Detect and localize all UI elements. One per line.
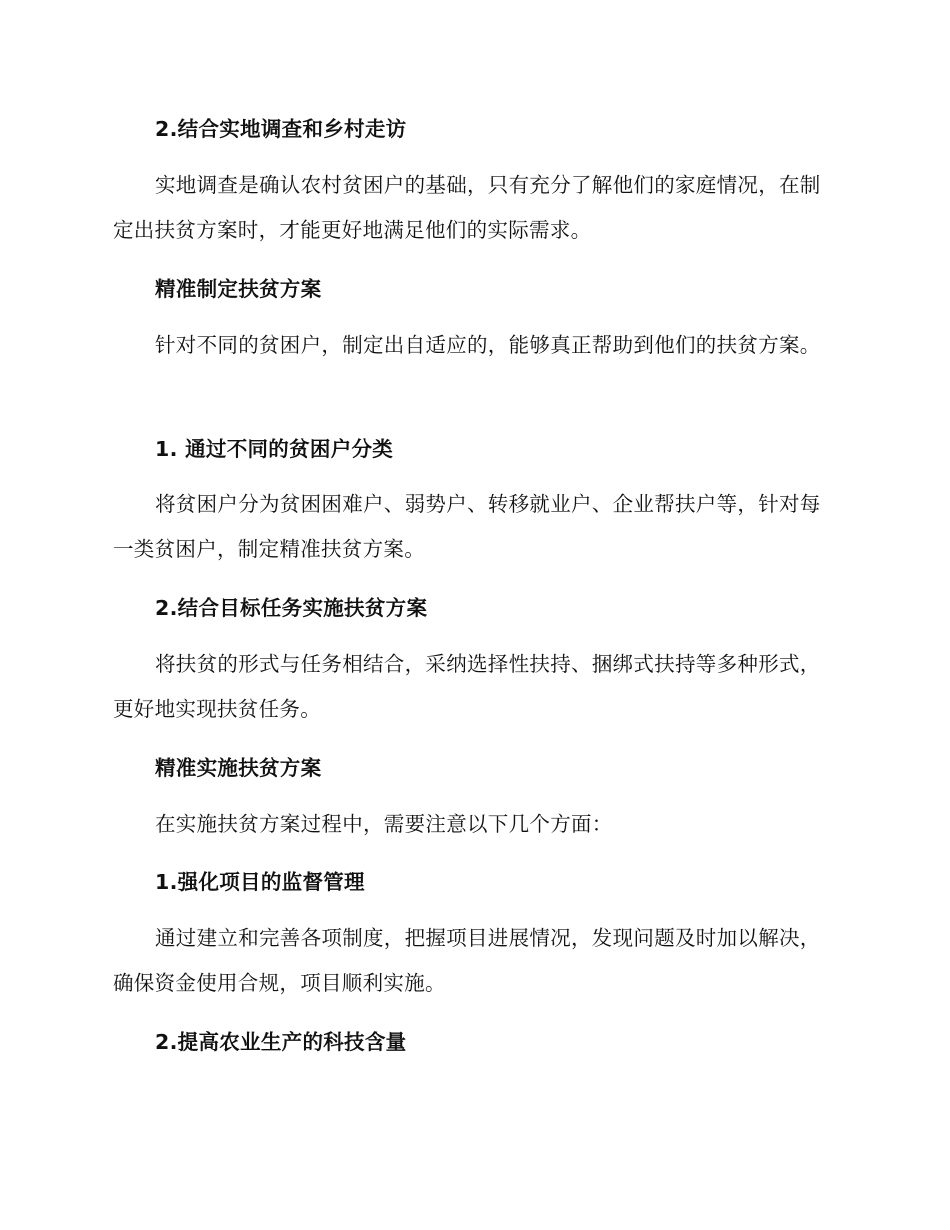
paragraph: 针对不同的贫困户，制定出自适应的，能够真正帮助到他们的扶贫方案。: [155, 333, 821, 357]
paragraph: 将贫困户分为贫困困难户、弱势户、转移就业户、企业帮扶户等，针对每一类贫困户，制定精准扶贫方案。: [113, 492, 821, 561]
section-heading: 2.结合实地调查和乡村走访: [155, 117, 407, 141]
paragraph: 在实施扶贫方案过程中，需要注意以下几个方面：: [155, 812, 613, 836]
section-heading: 精准实施扶贫方案: [155, 756, 322, 780]
section-heading: 1. 通过不同的贫困户分类: [155, 437, 394, 461]
section-heading: 2.提高农业生产的科技含量: [155, 1030, 407, 1054]
section-heading: 2.结合目标任务实施扶贫方案: [155, 596, 428, 620]
paragraph: 通过建立和完善各项制度，把握项目进展情况，发现问题及时加以解决，确保资金使用合规，项目顺利实施。: [113, 926, 821, 995]
paragraph: 将扶贫的形式与任务相结合，采纳选择性扶持、捆绑式扶持等多种形式，更好地实现扶贫任务。: [113, 652, 821, 721]
section-heading: 1.强化项目的监督管理: [155, 870, 365, 894]
paragraph: 实地调查是确认农村贫困户的基础，只有充分了解他们的家庭情况，在制定出扶贫方案时，才能更好地满足他们的实际需求。: [113, 173, 821, 242]
section-heading: 精准制定扶贫方案: [155, 277, 322, 301]
